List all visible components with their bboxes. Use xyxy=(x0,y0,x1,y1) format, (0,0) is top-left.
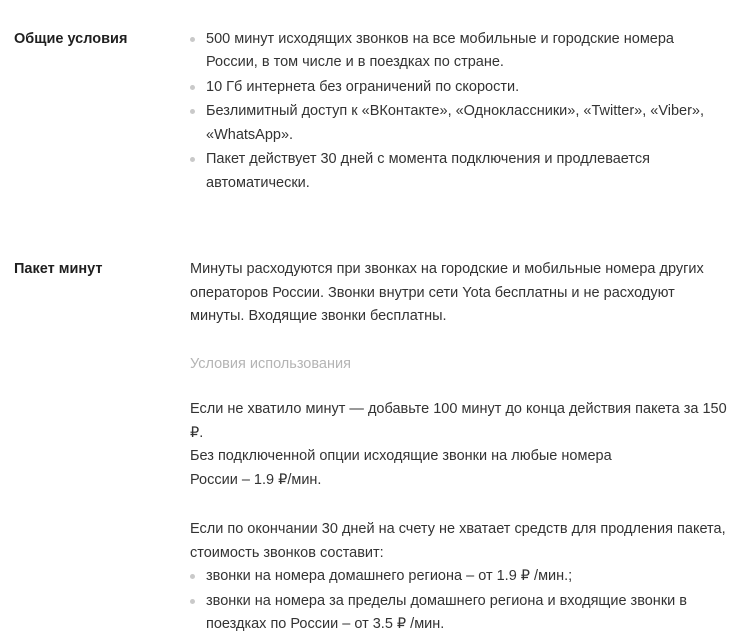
section-divider-space xyxy=(14,196,729,258)
expiry-note-line-1: Если по окончании 30 дней на счету не хватает средств для продления пакета, xyxy=(190,521,726,538)
list-item xyxy=(190,100,729,147)
list-item-text: звонки на номера домашнего региона – от 1.9 ₽ /мин.; xyxy=(206,568,573,585)
list-item xyxy=(190,28,729,75)
section-label-minutes-package: Пакет минут xyxy=(14,261,103,278)
list-item-text: 10 Гб интернета без ограничений по скорости. xyxy=(206,78,520,95)
section-body-general-conditions xyxy=(190,28,729,196)
list-item xyxy=(190,565,729,588)
list-item xyxy=(190,590,729,637)
list-item-text: звонки на номера за пределы домашнего региона и входящие звонки в поездках по России – от 3.5 ₽ /мин. xyxy=(206,592,687,633)
expiry-note-line-2: стоимость звонков составит: xyxy=(190,544,384,561)
section-general-conditions xyxy=(14,28,729,196)
list-item xyxy=(190,76,729,99)
list-item-text: Пакет действует 30 дней с момента подключения и продлевается автоматически. xyxy=(206,151,650,191)
section-label-general-conditions: Общие условия xyxy=(14,31,128,47)
list-item-text: 500 минут исходящих звонков на все мобильные и городские номера России, в том числе и в поездках по стране. xyxy=(206,31,674,71)
extra-minutes-line-3: России – 1.9 ₽/мин. xyxy=(190,471,322,488)
section-body-minutes-package xyxy=(190,258,729,637)
minutes-package-intro: Минуты расходуются при звонках на городские и мобильные номера других операторов России. Звонки внутри сети Yota бесплатны и не расходуют минуты. Входящие звонки бесплатны. xyxy=(190,261,704,325)
extra-minutes-line-1: Если не хватило минут — добавьте 100 минут до конца действия пакета за 150 ₽. xyxy=(190,401,727,441)
list-item xyxy=(190,148,729,195)
section-minutes-package xyxy=(14,258,729,637)
usage-conditions-heading: Условия использования xyxy=(190,355,351,372)
call-rates-list xyxy=(190,565,729,636)
list-item-text: Безлимитный доступ к «ВКонтакте», «Одноклассники», «Twitter», «Viber», «WhatsApp». xyxy=(206,103,705,143)
general-conditions-list xyxy=(190,28,729,195)
extra-minutes-line-2: Без подключенной опции исходящие звонки на любые номера xyxy=(190,448,612,465)
